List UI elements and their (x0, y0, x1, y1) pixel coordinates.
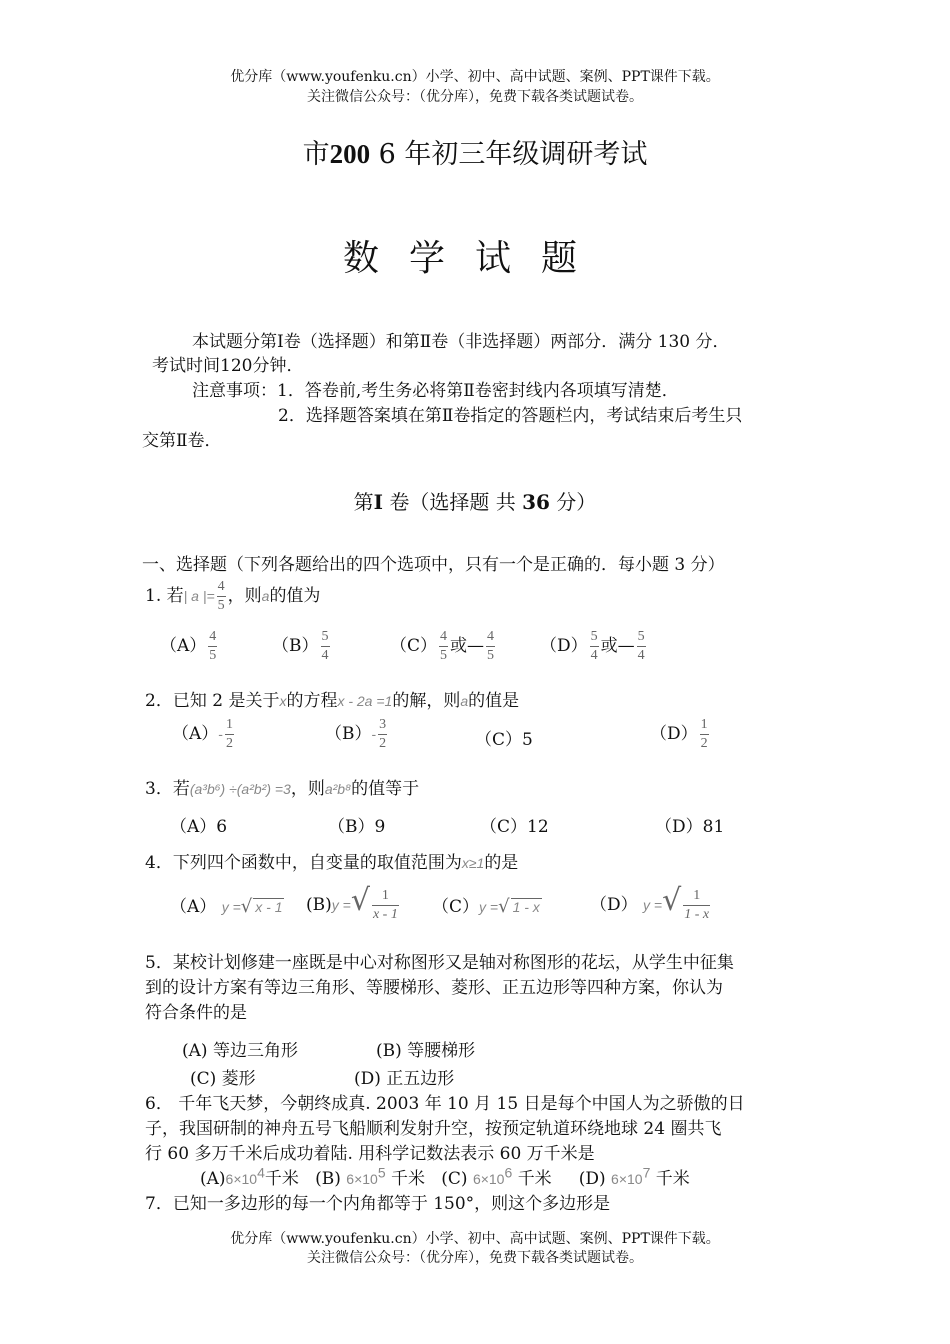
question-1: 1. 若| a |= $\frac{4}{5}$ ，则a的值为 (145, 579, 321, 613)
question-3: 3．若(a³b⁶) ÷(a²b²) =3，则a²b⁸的值等于 (145, 779, 420, 799)
header-line-1: 优分库（www.youfenku.cn）小学、初中、高中试题、案例、PPT课件下载。 (230, 69, 720, 85)
question-1-option-a: （A） $\frac{4}{5}$ (160, 629, 217, 663)
question-2-option-a: （A）- $\frac{1}{2}$ (172, 717, 233, 751)
question-3-option-d: （D）81 (655, 817, 725, 837)
question-6-line-2: 子，我国研制的神舟五号飞船顺利发射升空，按预定轨道环绕地球 24 圈共飞 (145, 1119, 722, 1139)
question-4-option-b: (B)y =√ $\frac{1}{x - 1}$ (306, 883, 398, 922)
section-title: 第I 卷（选择题 共 36 分） (353, 490, 597, 514)
question-6-options (200, 1164, 690, 1189)
question-6-line-1: 6． 千年飞天梦，今朝终成真. 2003 年 10 月 15 日是每个中国人为之骄傲的日 (145, 1094, 745, 1114)
notice-2-cont: 交第Ⅱ卷． (142, 431, 222, 451)
question-3-option-c: （C）12 (480, 817, 549, 837)
question-2-option-c: （C）5 (475, 730, 533, 750)
intro-line-2: 考试时间120分钟． (152, 356, 304, 376)
question-5-option-b: (B) 等腰梯形 (376, 1041, 476, 1061)
question-4-option-a: （A） y =√ x - 1 (170, 896, 283, 917)
question-1-option-d: （D） $\frac{5}{4}$ 或— $\frac{5}{4}$ (540, 629, 645, 663)
question-7: 7．已知一多边形的每一个内角都等于 150°，则这个多边形是 (145, 1194, 611, 1214)
notice-1: 注意事项：1．答卷前,考生务必将第Ⅱ卷密封线内各项填写清楚． (192, 381, 679, 401)
question-2-option-d: （D） $\frac{1}{2}$ (650, 717, 708, 751)
question-2: 2．已知 2 是关于x的方程x - 2a =1的解，则a的值是 (145, 691, 520, 711)
question-6-line-3: 行 60 多万千米后成功着陆. 用科学记数法表示 60 万千米是 (145, 1144, 595, 1164)
question-4-option-d: （D） y =√ $\frac{1}{1 - x}$ (590, 883, 710, 922)
question-3-option-b: （B）9 (328, 817, 386, 837)
intro-line-1: 本试题分第Ⅰ卷（选择题）和第Ⅱ卷（非选择题）两部分．满分 130 分． (192, 332, 730, 352)
question-5-option-d: (D) 正五边形 (354, 1069, 455, 1089)
notice-2: 2．选择题答案填在第Ⅱ卷指定的答题栏内，考试结束后考生只 (278, 406, 743, 426)
header-line-2: 关注微信公众号：（优分库），免费下载各类试题试卷。 (307, 89, 643, 105)
question-4: 4．下列四个函数中，自变量的取值范围为x≥1的是 (145, 853, 519, 873)
question-5-option-c: (C) 菱形 (190, 1069, 256, 1089)
question-3-option-a: （A）6 (170, 817, 228, 837)
footer-line-2: 关注微信公众号：（优分库），免费下载各类试题试卷。 (307, 1250, 643, 1266)
exam-title: 市200 6 年初三年级调研考试 (302, 139, 648, 170)
question-1-option-b: （B） $\frac{5}{4}$ (272, 629, 329, 663)
question-6-option-c: (C) $6\times 10^6$ 千米 (441, 1164, 552, 1189)
part-1-heading: 一、选择题（下列各题给出的四个选项中，只有一个是正确的．每小题 3 分） (142, 555, 725, 575)
question-6-option-a: $(A)6\times 10^4$千米 (200, 1164, 299, 1189)
question-2-option-b: （B）- $\frac{3}{2}$ (325, 717, 387, 751)
question-5-option-a: (A) 等边三角形 (182, 1041, 298, 1061)
fraction: $\frac{4}{5}$ (217, 579, 225, 613)
subject-title: 数学试题 (342, 238, 607, 279)
question-4-option-c: （C）y =√ 1 - x (432, 896, 540, 917)
question-5-line-3: 符合条件的是 (145, 1003, 247, 1023)
footer-line-1: 优分库（www.youfenku.cn）小学、初中、高中试题、案例、PPT课件下载。 (230, 1231, 720, 1247)
question-6-option-b: (B) $6\times 10^5$ 千米 (315, 1164, 426, 1189)
question-6-option-d: (D) $6\times 10^7$ 千米 (578, 1164, 690, 1189)
question-5-line-1: 5．某校计划修建一座既是中心对称图形又是轴对称图形的花坛，从学生中征集 (145, 953, 734, 973)
question-1-option-c: （C） $\frac{4}{5}$ 或— $\frac{4}{5}$ (390, 629, 495, 663)
question-5-line-2: 到的设计方案有等边三角形、等腰梯形、菱形、正五边形等四种方案，你认为 (145, 978, 723, 998)
